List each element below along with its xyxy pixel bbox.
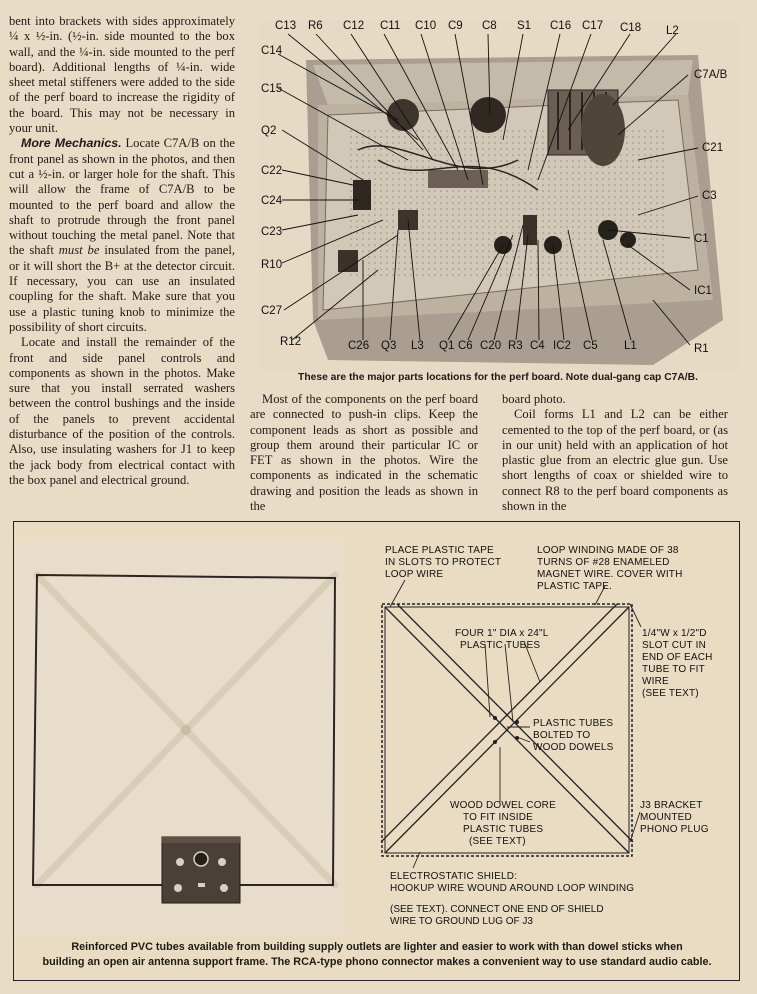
label-c23: C23 [261, 226, 283, 238]
label-l1: L1 [624, 340, 637, 352]
label-c12: C12 [343, 20, 365, 32]
right-paragraph-1: board photo. [502, 392, 566, 406]
label-c18: C18 [620, 22, 642, 34]
label-c16: C16 [550, 20, 572, 32]
label-l2: L2 [666, 25, 679, 37]
left-paragraph-2 [9, 136, 235, 335]
label-r10: R10 [261, 259, 283, 271]
label-c24: C24 [261, 195, 283, 207]
perf-board-illustration [258, 20, 738, 372]
left-paragraph-1: bent into brackets with sides approximately ¼ x ½-in. (½-in. side mounted to the box wall, and the ¼-in. side mounted to the perf board). Additional lengths of ¼-in. wide sheet metal stiffeners were added to the side of the perf board to increase the rigidity of the board. This may not be necessary in your unit. [9, 14, 235, 136]
right-column [502, 392, 728, 514]
perf-board-photo [258, 20, 738, 372]
note-slot-2: SLOT CUT IN [642, 640, 707, 651]
note-dowel-3: PLASTIC TUBES [463, 824, 544, 835]
label-c27: C27 [261, 305, 283, 317]
middle-paragraph-1: Most of the components on the perf board are connected to push-in clips. Keep the component leads as short as possible and group them around their particular IC or FET as shown in the photos. Wire the components as indicated in the schematic drawing and position the leads as shown in the [250, 392, 478, 514]
perf-board-caption: These are the major parts locations for the perf board. Note dual-gang cap C7A/B. [298, 372, 698, 383]
loop-antenna-schematic [345, 532, 735, 902]
note-j3-3: PHONO PLUG [640, 824, 709, 835]
left-paragraph-2b: insulated from the panel, or it will short the B+ at the detector circuit. If necessary, you can use an insulated coupling for the shaft. Make sure that you use a plastic tuning knob to minimize the possibility of short circuits. [9, 243, 236, 334]
label-s1: S1 [517, 20, 532, 32]
note-winding-3: MAGNET WIRE. COVER WITH [537, 569, 683, 580]
note-winding-1: LOOP WINDING MADE OF 38 [537, 545, 679, 556]
label-c26: C26 [348, 340, 370, 352]
loop-antenna-photo [15, 540, 345, 935]
note-winding-4: PLASTIC TAPE. [537, 581, 613, 592]
note-bolted-2: BOLTED TO [533, 730, 591, 741]
middle-column [250, 392, 478, 514]
note-j3-1: J3 BRACKET [640, 800, 703, 811]
note-slot-5: WIRE [642, 676, 669, 687]
label-r3: R3 [508, 340, 523, 352]
label-c1: C1 [694, 233, 709, 245]
label-c6: C6 [458, 340, 473, 352]
label-c13: C13 [275, 20, 297, 32]
note-slot-3: END OF EACH [642, 652, 713, 663]
label-c11: C11 [380, 20, 401, 32]
note-slot-6: (SEE TEXT) [642, 688, 699, 699]
note-shield-1: ELECTROSTATIC SHIELD: [390, 871, 518, 882]
label-ic1: IC1 [694, 285, 712, 297]
left-column [9, 14, 235, 488]
label-l3: L3 [411, 340, 424, 352]
label-q2: Q2 [261, 125, 277, 137]
label-c9: C9 [448, 20, 463, 32]
left-paragraph-3: Locate and install the remainder of the front and side panel controls and components as shown in the photos. Make sure that you install serrated washers between the control bushings and the inside of the panels to prevent accidental disturbance of the position of the controls. Also, use insulating washers for J1 to keep the jack body from electrical contact with the box panel and electrical ground. [9, 335, 235, 487]
label-r1: R1 [694, 343, 709, 355]
antenna-caption [22, 940, 732, 970]
label-c17: C17 [582, 20, 604, 32]
note-bolted-1: PLASTIC TUBES [533, 718, 614, 729]
note-bolted-3: WOOD DOWELS [533, 742, 614, 753]
label-c3: C3 [702, 190, 717, 202]
label-c14: C14 [261, 45, 283, 57]
label-r12: R12 [280, 336, 302, 348]
label-c5: C5 [583, 340, 598, 352]
label-c7ab: C7A/B [694, 69, 728, 81]
note-dowel-4: (SEE TEXT) [469, 836, 526, 847]
note-shield-4: WIRE TO GROUND LUG OF J3 [390, 916, 533, 927]
left-paragraph-2a: Locate C7A/B on the front panel as shown in the photos, and then cut a ½-in. or larger hole for the shaft. This will allow the frame of C7A/B to be mounted to the perf board and allow the shaft to protrude through the front panel without touching the metal panel. Note that the shaft [9, 136, 235, 258]
emphasis-text: must be [58, 243, 100, 258]
note-dowel-1: WOOD DOWEL CORE [450, 800, 556, 811]
label-q3: Q3 [381, 340, 397, 352]
note-tape-1: PLACE PLASTIC TAPE [385, 545, 494, 556]
antenna-caption-line-2: building an open air antenna support frame. The RCA-type phono connector makes a convenient way to use standard audio cable. [42, 956, 712, 968]
label-q1: Q1 [439, 340, 455, 352]
antenna-caption-line-1: Reinforced PVC tubes available from building supply outlets are lighter and easier to work with than dowel sticks when [71, 941, 683, 953]
right-paragraph-2: Coil forms L1 and L2 can be either cemented to the top of the perf board, or (as in our unit) held with an application of hot plastic glue from an electric glue gun. Use short lengths of coax or shielded wire to connect R8 to the perf board components as shown in the [502, 407, 728, 514]
section-heading: More Mechanics. [21, 136, 122, 151]
note-j3-2: MOUNTED [640, 812, 692, 823]
shield-note-continued [390, 904, 604, 928]
note-dowel-2: TO FIT INSIDE [463, 812, 534, 823]
label-c4: C4 [530, 340, 545, 352]
note-shield-2: HOOKUP WIRE WOUND AROUND LOOP WINDING [390, 883, 635, 894]
loop-antenna-illustration [15, 540, 345, 935]
note-winding-2: TURNS OF #28 ENAMELED [537, 557, 670, 568]
note-tubes-2: PLASTIC TUBES [460, 640, 541, 651]
note-shield-3: (SEE TEXT). CONNECT ONE END OF SHIELD [390, 904, 604, 915]
label-c22: C22 [261, 165, 283, 177]
label-c20: C20 [480, 340, 502, 352]
note-slot-4: TUBE TO FIT [642, 664, 705, 675]
label-ic2: IC2 [553, 340, 571, 352]
loop-antenna-diagram [345, 532, 735, 902]
label-c10: C10 [415, 20, 437, 32]
note-tubes-1: FOUR 1" DIA x 24"L [455, 628, 549, 639]
note-slot-1: 1/4"W x 1/2"D [642, 628, 707, 639]
label-c21: C21 [702, 142, 724, 154]
note-tape-2: IN SLOTS TO PROTECT [385, 557, 502, 568]
label-c15: C15 [261, 83, 283, 95]
label-r6: R6 [308, 20, 323, 32]
label-c8: C8 [482, 20, 497, 32]
note-tape-3: LOOP WIRE [385, 569, 444, 580]
